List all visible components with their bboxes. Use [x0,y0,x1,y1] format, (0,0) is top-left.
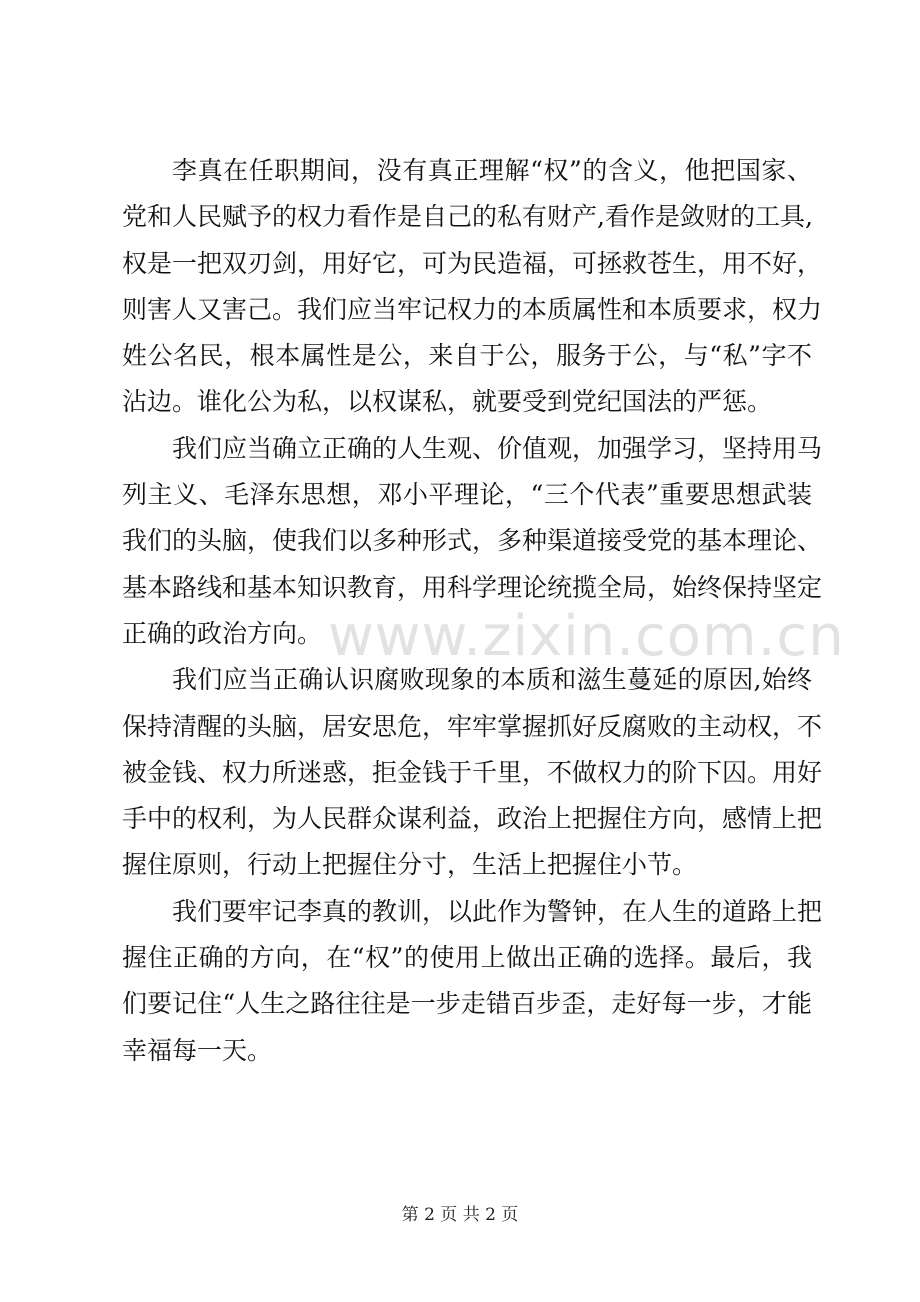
paragraph-3 [122,657,823,888]
text-line: 我们的头脑，使我们以多种形式，多种渠道接受党的基本理论、 [122,526,823,556]
text-line: 握住原则，行动上把握住分寸，生活上把握住小节。 [122,850,698,880]
paragraph-1 [122,148,823,426]
text-line: 保持清醒的头脑，居安思危，牢牢掌握抓好反腐败的主动权，不 [122,711,823,741]
text-line: 被金钱、权力所迷惑，拒金钱于千里，不做权力的阶下囚。用好 [122,757,823,787]
text-line: 们要记住“人生之路往往是一步走错百步歪，走好每一步，才能 [122,989,812,1019]
paragraph-4 [122,889,823,1074]
text-line: 权是一把双刃剑，用好它，可为民造福，可拯救苍生，用不好， [122,248,823,278]
text-line: 基本路线和基本知识教育，用科学理论统揽全局，始终保持坚定 [122,572,823,602]
text-line: 我们要牢记李真的教训，以此作为警钟，在人生的道路上把 [172,896,823,926]
page-number-footer: 第 2 页 共 2 页 [401,1205,519,1225]
text-line: 列主义、毛泽东思想，邓小平理论，“三个代表”重要思想武装 [122,480,812,510]
watermark: www.zixin.com.cn [328,604,845,669]
text-line: 正确的政治方向。 [122,618,323,648]
text-line: 我们应当确立正确的人生观、价值观，加强学习，坚持用马 [172,433,823,463]
text-line: 姓公名民，根本属性是公，来自于公，服务于公，与“私”字不 [122,341,812,371]
text-line: 沾边。谁化公为私，以权谋私，就要受到党纪国法的严惩。 [122,387,773,417]
text-line: 李真在任职期间，没有真正理解“权”的含义，他把国家、 [172,156,812,185]
text-line: 握住正确的方向，在“权”的使用上做出正确的选择。最后，我 [122,943,812,973]
text-line: 党和人民赋予的权力看作是自己的私有财产,看作是敛财的工具, [122,202,813,232]
text-line: 则害人又害己。我们应当牢记权力的本质属性和本质要求，权力 [122,294,823,324]
text-line: 幸福每一天。 [122,1035,273,1065]
text-line: 手中的权利，为人民群众谋利益，政治上把握住方向，感情上把 [122,804,823,834]
text-line: 我们应当正确认识腐败现象的本质和滋生蔓延的原因,始终 [172,665,812,695]
